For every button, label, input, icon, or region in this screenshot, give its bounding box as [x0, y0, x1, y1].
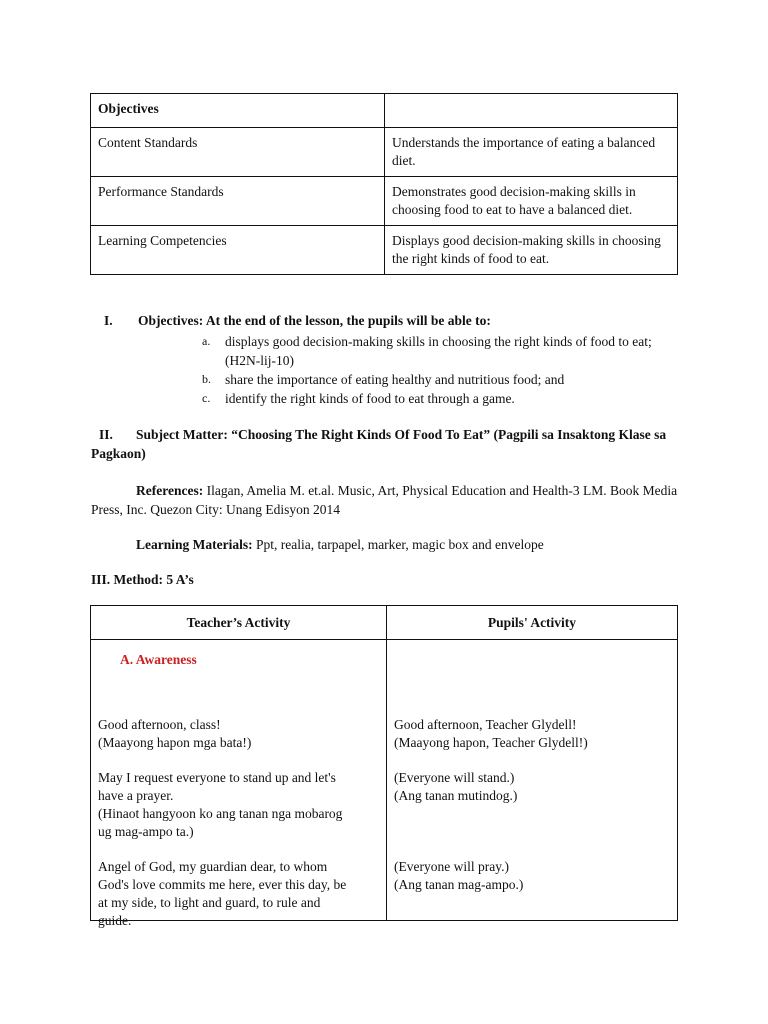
- text-line: (Everyone will pray.): [394, 859, 509, 874]
- section-subject-matter: [91, 425, 691, 463]
- section-objectives-heading: [104, 311, 491, 330]
- teacher-prayer: [98, 858, 378, 930]
- text-line: Good afternoon, class!: [98, 717, 221, 732]
- objectives-header-cell: Objectives: [91, 94, 385, 128]
- pupils-greeting: [394, 716, 669, 752]
- table-row: [91, 640, 678, 921]
- section-heading: Objectives: At the end of the lesson, the pupils will be able to:: [138, 313, 491, 328]
- objectives-header-empty-cell: [385, 94, 678, 128]
- text-line: guide.: [98, 913, 132, 928]
- pupils-activity-header: Pupils' Activity: [387, 606, 678, 640]
- list-text: share the importance of eating healthy and nutritious food; and: [225, 372, 565, 387]
- row-value: Understands the importance of eating a balanced diet.: [385, 128, 678, 177]
- list-marker: b.: [202, 372, 211, 386]
- text-line: May I request everyone to stand up and let's: [98, 770, 336, 785]
- section-method-heading: III. Method: 5 A’s: [91, 572, 194, 587]
- text-line: Angel of God, my guardian dear, to whom: [98, 859, 328, 874]
- materials-text: Ppt, realia, tarpapel, marker, magic box and envelope: [255, 537, 544, 552]
- objectives-list: [202, 332, 682, 408]
- section-numeral: II.: [99, 427, 113, 442]
- row-label: Performance Standards: [91, 177, 385, 226]
- table-row: [91, 128, 678, 177]
- objectives-table-header: [91, 94, 678, 128]
- row-value: Demonstrates good decision-making skills in choosing food to eat to have a balanced diet.: [385, 177, 678, 226]
- teacher-greeting: [98, 716, 378, 752]
- text-line: (Everyone will stand.): [394, 770, 515, 785]
- row-value: Displays good decision-making skills in choosing the right kinds of food to eat.: [385, 226, 678, 275]
- references-paragraph: [91, 481, 681, 519]
- pupils-activity-cell: [387, 640, 678, 921]
- activity-table-header: [91, 606, 678, 640]
- objectives-table: [90, 93, 678, 275]
- references-label: References:: [136, 483, 204, 498]
- list-item: [202, 332, 682, 370]
- section-numeral: I.: [104, 313, 113, 328]
- pupils-pray: [394, 858, 669, 894]
- text-line: (Hinaot hangyoon ko ang tanan nga mobarog: [98, 806, 343, 821]
- text-line: have a prayer.: [98, 788, 174, 803]
- text-line: at my side, to light and guard, to rule and: [98, 895, 321, 910]
- materials-paragraph: [136, 535, 544, 554]
- text-line: God's love commits me here, ever this day, be: [98, 877, 347, 892]
- awareness-phase-label: A. Awareness: [120, 652, 197, 667]
- text-line: (Ang tanan mag-ampo.): [394, 877, 524, 892]
- list-text: displays good decision-making skills in choosing the right kinds of food to eat; (H2N-lij-10): [225, 334, 652, 368]
- table-row: [91, 177, 678, 226]
- text-line: (Ang tanan mutindog.): [394, 788, 518, 803]
- list-item: [202, 370, 682, 389]
- list-item: [202, 389, 682, 408]
- row-label: Learning Competencies: [91, 226, 385, 275]
- text-line: (Maayong hapon, Teacher Glydell!): [394, 735, 588, 750]
- list-text: identify the right kinds of food to eat through a game.: [225, 391, 515, 406]
- teacher-request: [98, 769, 378, 841]
- section-heading: Subject Matter: “Choosing The Right Kinds Of Food To Eat” (Pagpili sa Insaktong Klase sa Pagkaon): [91, 427, 667, 461]
- activity-table: [90, 605, 678, 928]
- pupils-stand: [394, 769, 669, 805]
- references-text: Ilagan, Amelia M. et.al. Music, Art, Physical Education and Health-3 LM. Book Media Press, Inc. Quezon City: Unang Edisyon 2014: [91, 483, 678, 517]
- text-line: ug mag-ampo ta.): [98, 824, 194, 839]
- list-marker: c.: [202, 391, 211, 405]
- table-row: [91, 226, 678, 275]
- teacher-activity-cell: [91, 640, 387, 928]
- text-line: Good afternoon, Teacher Glydell!: [394, 717, 577, 732]
- teacher-activity-header: Teacher’s Activity: [91, 606, 387, 640]
- row-label: Content Standards: [91, 128, 385, 177]
- text-line: (Maayong hapon mga bata!): [98, 735, 252, 750]
- materials-label: Learning Materials:: [136, 537, 253, 552]
- list-marker: a.: [202, 334, 211, 348]
